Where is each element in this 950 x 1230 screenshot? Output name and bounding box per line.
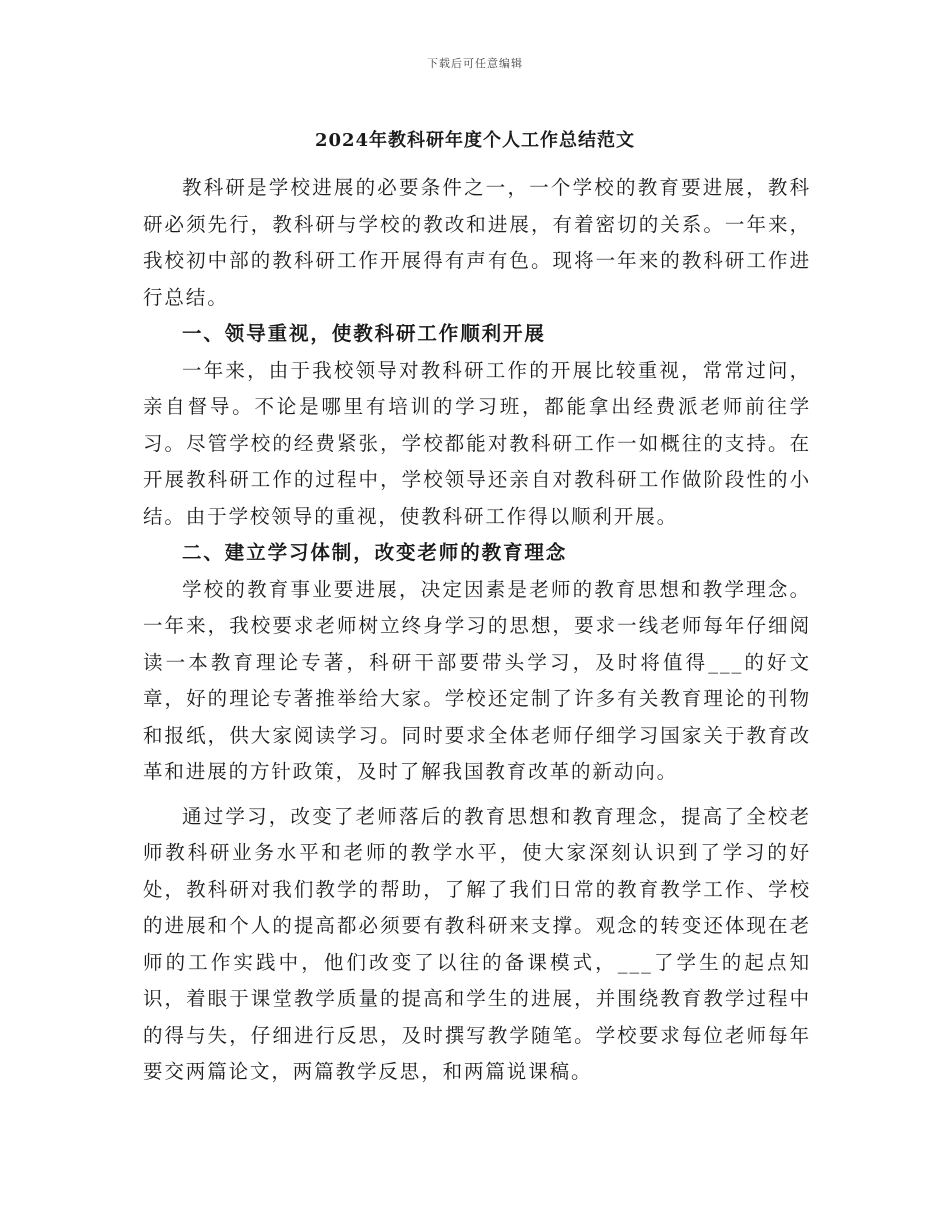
document-body <box>143 170 811 1091</box>
section-1-heading: 一、领导重视，使教科研工作顺利开展 <box>182 322 546 345</box>
intro-paragraph: 教科研是学校进展的必要条件之一，一个学校的教育要进展，教科研必须先行，教科研与学校的教改和进展，有着密切的关系。一年来，我校初中部的教科研工作开展得有声有色。现将一年来的教科研工作进行总结。 <box>143 176 811 309</box>
section-2-paragraph-1: 学校的教育事业要进展，决定因素是老师的教育思想和教学理念。一年来，我校要求老师树立终身学习的思想，要求一线老师每年仔细阅读一本教育理论专著，科研干部要带头学习，及时将值得___的好文章，好的理论专著推举给大家。学校还定制了许多有关教育理论的刊物和报纸，供大家阅读学习。同时要求全体老师仔细学习国家关于教育改革和进展的方针政策，及时了解我国教育改革的新动向。 <box>143 577 811 783</box>
section-2-heading: 二、建立学习体制，改变老师的教育理念 <box>182 541 568 564</box>
section-1-paragraph: 一年来，由于我校领导对教科研工作的开展比较重视，常常过问，亲自督导。不论是哪里有培训的学习班，都能拿出经费派老师前往学习。尽管学校的经费紧张，学校都能对教科研工作一如概往的支持。在开展教科研工作的过程中，学校领导还亲自对教科研工作做阶段性的小结。由于学校领导的重视，使教科研工作得以顺利开展。 <box>143 358 811 528</box>
section-2-paragraph-2: 通过学习，改变了老师落后的教育思想和教育理念，提高了全校老师教科研业务水平和老师的教学水平，使大家深刻认识到了学习的好处，教科研对我们教学的帮助，了解了我们日常的教育教学工作、学校的进展和个人的提高都必须要有教科研来支撑。观念的转变还体现在老师的工作实践中，他们改变了以往的备课模式，___了学生的起点知识，着眼于课堂教学质量的提高和学生的进展，并围绕教育教学过程中的得与失，仔细进行反思，及时撰写教学随笔。学校要求每位老师每年要交两篇论文，两篇教学反思，和两篇说课稿。 <box>143 804 811 1083</box>
page-header-note: 下载后可任意编辑 <box>427 57 523 70</box>
document-title: 2024年教科研年度个人工作总结范文 <box>314 130 636 151</box>
